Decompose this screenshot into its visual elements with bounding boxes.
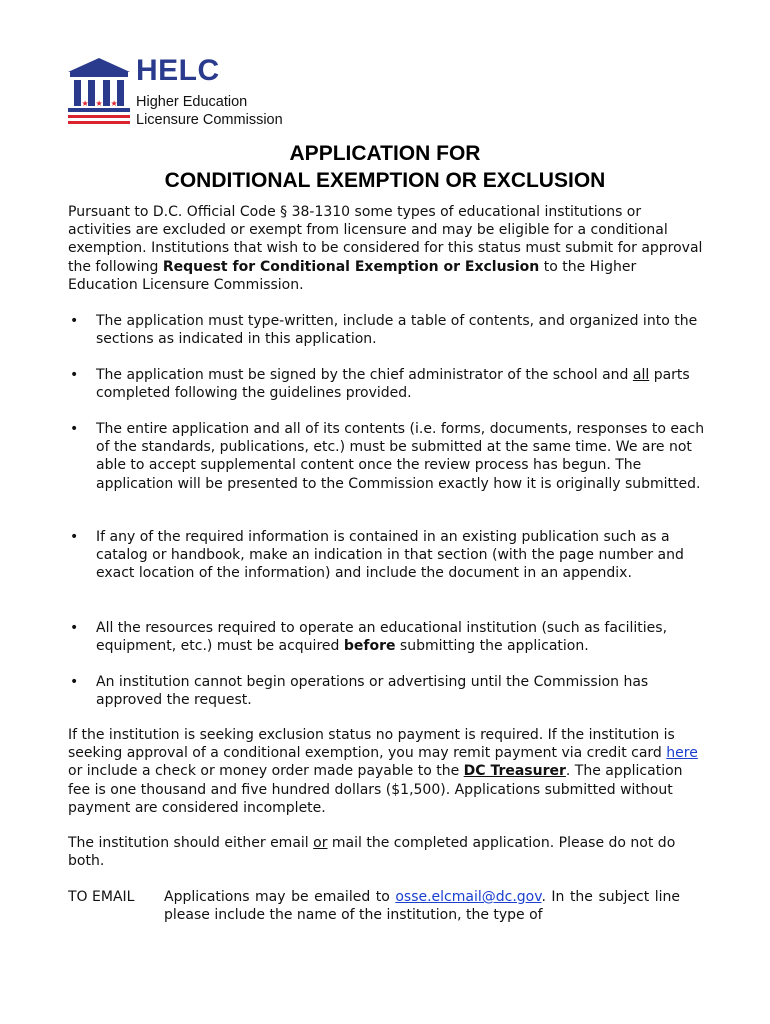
underline-or: or (313, 835, 328, 851)
helc-logo (66, 56, 326, 130)
list-item-text: The entire application and all of its contents (i.e. forms, documents, responses to each of the standards, publications, etc.) must be submitted at the same time. We are not able to accept supplemental content once the review process has begun. The application will be presented to the Commission exactly how it is originally submitted. (96, 421, 705, 492)
svg-text:★: ★ (81, 99, 89, 108)
bullet-icon: • (70, 313, 79, 329)
underline-all: all (632, 367, 650, 383)
list-item-text: If any of the required information is contained in an existing publication such as a catalog or handbook, make an indication in that section (with the page number and exact location of the information) and include the document in an appendix. (96, 529, 684, 582)
list-item-text: All the resources required to operate an educational institution (such as facilities, equipment, etc.) must be acquired before submitting the application. (96, 620, 668, 655)
submission-paragraph: The institution should either email or mail the completed application. Please do not do both. (68, 835, 676, 870)
bullet-icon: • (70, 529, 79, 545)
list-item-text: The application must type-written, include a table of contents, and organized into the sections as indicated in this application. (96, 313, 698, 348)
svg-text:★: ★ (110, 99, 118, 108)
intro-paragraph (68, 203, 708, 294)
to-email-label: TO EMAIL (68, 889, 135, 905)
bullet-icon: • (70, 620, 79, 636)
bullet-icon: • (70, 367, 79, 383)
bullet-icon: • (70, 674, 79, 690)
intro-bold: Request for Conditional Exemption or Exclusion (162, 258, 540, 275)
list-item-text: An institution cannot begin operations or advertising until the Commission has approved the request. (96, 674, 649, 709)
email-address-link[interactable]: osse.elcmail@dc.gov (395, 889, 542, 905)
bold-before: before (343, 638, 396, 655)
payee-name: DC Treasurer (463, 763, 566, 780)
to-email-text: Applications may be emailed to osse.elcmail@dc.gov. In the subject line please include the name of the institution, the type of (164, 889, 680, 924)
credit-card-payment-link[interactable]: here (666, 745, 698, 762)
svg-text:★: ★ (95, 99, 103, 108)
payment-paragraph: If the institution is seeking exclusion status no payment is required. If the institution is seeking approval of a conditional exemption, you may remit payment via credit card here or include a check or money order made payable to the DC Treasurer. The application fee is one thousand and five hundred dollars ($1,500). Applications submitted without payment are considered incomplete. (68, 727, 698, 816)
intro-text: Pursuant to D.C. Official Code § 38-1310 some types of educational institutions or activities are excluded or exempt from licensure and may be eligible for a conditional exemption. Institutions that wish to be considered for this status must submit for approval the following (68, 204, 703, 275)
logo-name-line1: Higher Education (136, 94, 248, 110)
logo-acronym: HELC (136, 54, 220, 87)
logo-name-line2: Licensure Commission (136, 112, 283, 128)
title-line-1: APPLICATION FOR (289, 142, 481, 165)
list-item-text: The application must be signed by the chief administrator of the school and all parts completed following the guidelines provided. (96, 367, 690, 402)
title-line-2: CONDITIONAL EXEMPTION OR EXCLUSION (164, 169, 606, 192)
bullet-icon: • (70, 421, 79, 437)
page-title (0, 140, 770, 194)
intro-text-end: to the Higher Education Licensure Commission. (68, 258, 637, 293)
